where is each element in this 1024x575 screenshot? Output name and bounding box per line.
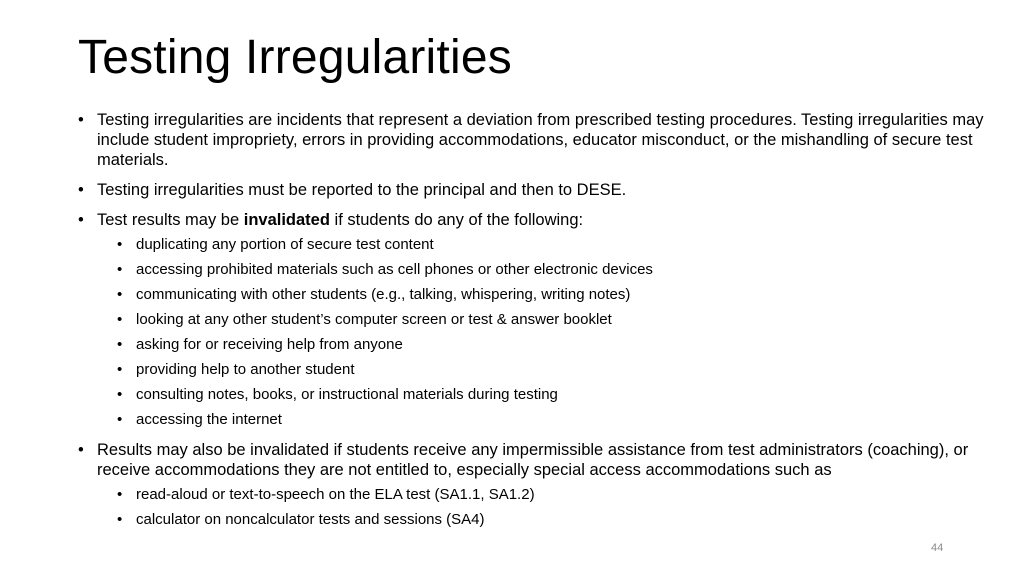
sub-list-item xyxy=(97,285,1008,305)
bullet-icon: • xyxy=(78,111,84,129)
sub-list-item xyxy=(97,260,1008,280)
sub-list-item xyxy=(97,510,1008,530)
list-item xyxy=(78,180,1008,200)
sub-list-item xyxy=(97,360,1008,380)
sub-bullet-icon: • xyxy=(117,336,123,353)
sub-bullet-text: calculator on noncalculator tests and sessions (SA4) xyxy=(136,511,485,528)
bullet-text: Testing irregularities are incidents that represent a deviation from prescribed testing procedures. Testing irregularities may include student impropriety, errors in providing accommodations, educator misconduct, or the mishandling of secure test materials. xyxy=(97,111,984,169)
page-number: 44 xyxy=(931,542,944,554)
sub-bullet-text: communicating with other students (e.g., talking, whispering, writing notes) xyxy=(136,286,631,303)
sub-bullet-list xyxy=(97,485,1008,530)
sub-bullet-icon: • xyxy=(117,236,123,253)
sub-list-item xyxy=(97,235,1008,255)
sub-list-item xyxy=(97,385,1008,405)
sub-bullet-icon: • xyxy=(117,361,123,378)
sub-bullet-text: providing help to another student xyxy=(136,361,355,378)
sub-list-item xyxy=(97,485,1008,505)
bullet-text xyxy=(97,211,583,229)
sub-list-item xyxy=(97,410,1008,430)
bullet-text: Results may also be invalidated if students receive any impermissible assistance from test administrators (coaching), or receive accommodations they are not entitled to, especially special access accommodations such as xyxy=(97,441,969,479)
bullet-text-start: Test results may be xyxy=(97,211,244,229)
sub-bullet-text: looking at any other student’s computer screen or test & answer booklet xyxy=(136,311,612,328)
bullet-text: Testing irregularities must be reported to the principal and then to DESE. xyxy=(97,181,627,199)
list-item xyxy=(78,440,1008,530)
sub-bullet-icon: • xyxy=(117,511,123,528)
sub-bullet-list xyxy=(97,235,1008,430)
sub-bullet-icon: • xyxy=(117,311,123,328)
bullet-list xyxy=(78,110,1008,535)
sub-list-item xyxy=(97,310,1008,330)
sub-bullet-icon: • xyxy=(117,386,123,403)
emphasis-text: invalidated xyxy=(243,211,330,229)
sub-list-item xyxy=(97,335,1008,355)
slide-title: Testing Irregularities xyxy=(78,31,512,84)
bullet-icon: • xyxy=(78,211,84,229)
bullet-icon: • xyxy=(78,181,84,199)
sub-bullet-icon: • xyxy=(117,486,123,503)
sub-bullet-icon: • xyxy=(117,261,123,278)
sub-bullet-text: duplicating any portion of secure test content xyxy=(136,236,434,253)
list-item xyxy=(78,110,1008,170)
list-item xyxy=(78,210,1008,430)
sub-bullet-text: accessing the internet xyxy=(136,411,282,428)
bullet-text-end: if students do any of the following: xyxy=(329,211,584,229)
bullet-icon: • xyxy=(78,441,84,459)
sub-bullet-icon: • xyxy=(117,286,123,303)
sub-bullet-icon: • xyxy=(117,411,123,428)
sub-bullet-text: asking for or receiving help from anyone xyxy=(136,336,403,353)
sub-bullet-text: read-aloud or text-to-speech on the ELA test (SA1.1, SA1.2) xyxy=(136,486,535,503)
sub-bullet-text: consulting notes, books, or instructional materials during testing xyxy=(136,386,558,403)
sub-bullet-text: accessing prohibited materials such as cell phones or other electronic devices xyxy=(136,261,653,278)
